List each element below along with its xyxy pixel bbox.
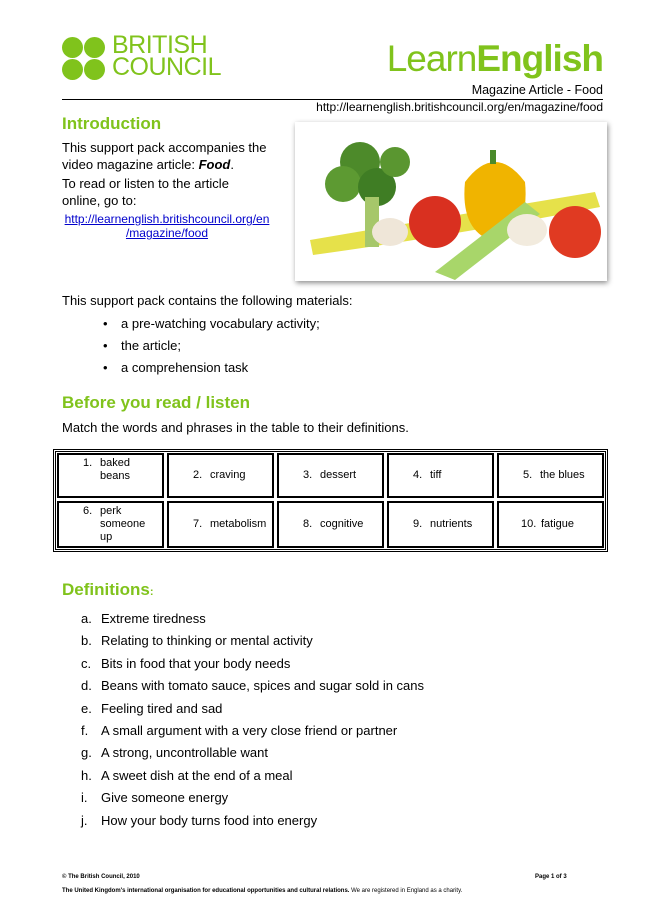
- definition-item: [81, 610, 581, 632]
- definition-text: Relating to thinking or mental activity: [101, 633, 313, 649]
- item-number: 6.: [83, 505, 93, 517]
- definition-text: Give someone energy: [101, 790, 229, 806]
- definition-text: Beans with tomato sauce, spices and sugar sold in cans: [101, 678, 425, 694]
- definitions-list: [81, 610, 581, 834]
- definition-item: [81, 744, 581, 766]
- definition-text: Extreme tiredness: [101, 611, 206, 626]
- list-item: • a comprehension task: [103, 360, 249, 375]
- footer-charity: The United Kingdom's international organisation for educational opportunities and cultural relations. We are registered in England as a charity.: [62, 888, 463, 894]
- definition-item: [81, 767, 581, 789]
- definition-letter: a.: [81, 611, 92, 626]
- learnenglish-logo: LearnEnglish: [386, 38, 603, 79]
- item-number: 9.: [413, 518, 423, 530]
- before-heading: Before you read / listen: [62, 393, 250, 412]
- item-number: 2.: [193, 469, 203, 481]
- list-item: • a pre-watching vocabulary activity;: [103, 316, 320, 331]
- definition-letter: e.: [81, 700, 92, 716]
- page-number: Page 1 of 3: [535, 874, 567, 880]
- intro-heading: Introduction: [62, 114, 162, 133]
- vocabulary-cell: [167, 501, 274, 548]
- vocabulary-cell: [277, 501, 384, 548]
- definition-text: Bits in food that your body needs: [101, 655, 291, 671]
- vocabulary-word: fatigue: [541, 518, 575, 530]
- vocabulary-table: [53, 449, 608, 552]
- definition-item: [81, 789, 581, 811]
- british-council-logo-icon: [62, 37, 106, 81]
- definition-letter: d.: [81, 678, 92, 694]
- vocabulary-word: nutrients: [430, 518, 473, 530]
- vocabulary-cell: [57, 453, 164, 498]
- materials-list: [103, 315, 601, 381]
- vocabulary-word: craving: [210, 469, 246, 481]
- vocabulary-cell: [57, 501, 164, 548]
- definition-item: [81, 655, 581, 677]
- item-number: 3.: [303, 469, 313, 481]
- vocabulary-word: perk someone up: [100, 505, 146, 543]
- definition-letter: b.: [81, 633, 92, 649]
- definition-item: [81, 812, 581, 834]
- bullet-icon: •: [103, 360, 108, 375]
- materials-lead: This support pack contains the following materials:: [62, 293, 353, 308]
- intro-instruction: To read or listen to the article online, go to:: [62, 176, 229, 208]
- item-number: 10.: [521, 518, 537, 530]
- vocabulary-word: dessert: [320, 469, 357, 481]
- article-link[interactable]: http://learnenglish.britishcouncil.org/en /magazine/food: [64, 212, 270, 240]
- vocabulary-word: baked beans: [100, 457, 130, 482]
- definition-letter: c.: [81, 655, 92, 671]
- vocabulary-cell: [277, 453, 384, 498]
- definition-text: A small argument with a very close friend or partner: [101, 722, 398, 738]
- definition-item: [81, 700, 581, 722]
- document-subtitle: Magazine Article - Food: [471, 83, 603, 97]
- item-number: 1.: [83, 457, 93, 469]
- bullet-icon: •: [103, 338, 108, 353]
- british-council-logo-text: BRITISH COUNCIL: [112, 31, 222, 81]
- vocabulary-word: metabolism: [210, 518, 267, 530]
- item-number: 4.: [413, 469, 423, 481]
- definition-letter: i.: [81, 790, 88, 806]
- vocabulary-cell: [497, 501, 604, 548]
- intro-column: [62, 139, 284, 240]
- definition-letter: g.: [81, 745, 92, 761]
- definition-text: A sweet dish at the end of a meal: [101, 767, 293, 783]
- vocabulary-word: cognitive: [320, 518, 364, 530]
- vocabulary-cell: [497, 453, 604, 498]
- definitions-heading: Definitions:: [62, 580, 154, 599]
- definition-item: [81, 677, 581, 699]
- item-number: 8.: [303, 518, 313, 530]
- before-instruction: Match the words and phrases in the table to their definitions.: [62, 420, 409, 435]
- definition-item: [81, 722, 581, 744]
- item-number: 7.: [193, 518, 203, 530]
- vocabulary-cell: [387, 453, 494, 498]
- bullet-icon: •: [103, 316, 108, 331]
- footer-copyright: © The British Council, 2010: [62, 874, 140, 880]
- definition-text: How your body turns food into energy: [101, 812, 318, 828]
- vocabulary-word: tiff: [430, 469, 442, 481]
- intro-paragraph: This support pack accompanies the video magazine article: Food.: [62, 140, 267, 172]
- vocabulary-cell: [387, 501, 494, 548]
- header-url: http://learnenglish.britishcouncil.org/en/magazine/food: [316, 100, 603, 114]
- vocabulary-cell: [167, 453, 274, 498]
- item-number: 5.: [523, 469, 533, 481]
- definition-item: [81, 632, 581, 654]
- definition-text: A strong, uncontrollable want: [101, 745, 268, 761]
- list-item: • the article;: [103, 338, 181, 353]
- definition-letter: h.: [81, 767, 92, 783]
- definition-text: Feeling tired and sad: [101, 700, 223, 716]
- vocabulary-word: the blues: [540, 469, 585, 481]
- definition-letter: j.: [81, 812, 88, 828]
- food-photo: [295, 122, 607, 281]
- definition-letter: f.: [81, 722, 89, 738]
